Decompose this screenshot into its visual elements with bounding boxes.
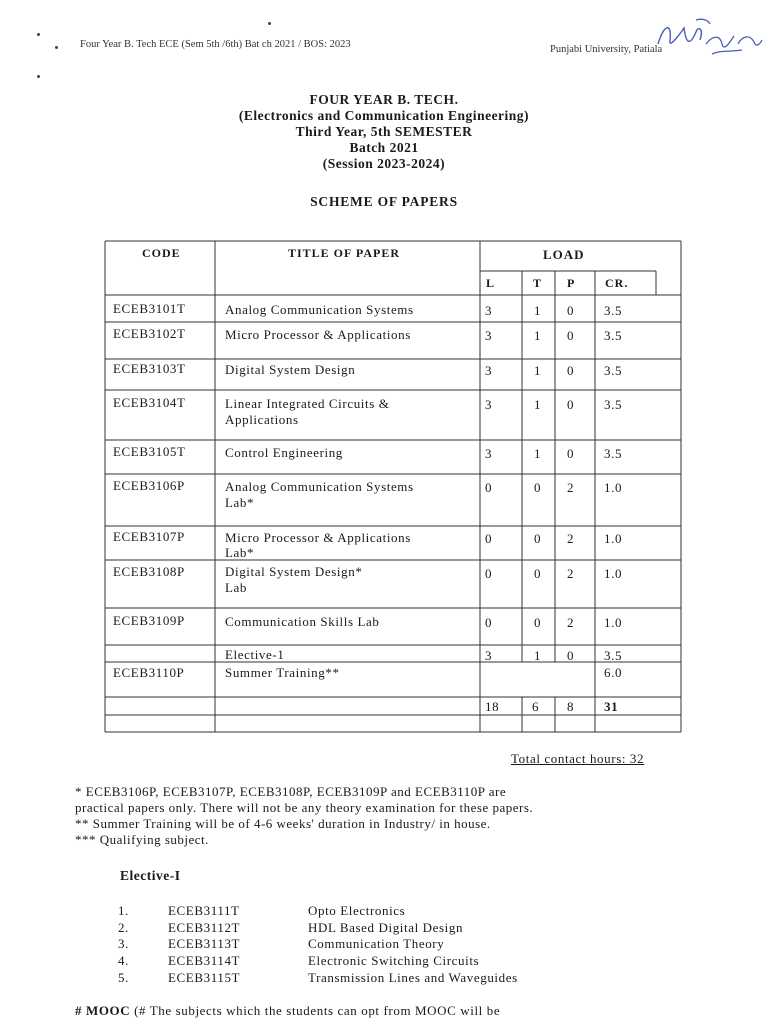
- row-p: 2: [567, 566, 575, 581]
- row-l: 0: [485, 615, 493, 630]
- footnotes: [75, 784, 533, 848]
- row-t: 0: [534, 566, 542, 581]
- row-cr: 3.5: [604, 446, 623, 461]
- row-t: 1: [534, 648, 542, 663]
- row-cr: 3.5: [604, 648, 623, 663]
- col-header-t: T: [533, 276, 543, 290]
- row-l: 3: [485, 648, 493, 663]
- row-code: ECEB3107P: [113, 529, 185, 544]
- item-number: 1.: [118, 903, 129, 918]
- item-number: 2.: [118, 919, 129, 935]
- row-l: 3: [485, 363, 493, 378]
- row-title-cont: Lab*: [225, 545, 255, 560]
- row-title: Micro Processor & Applications: [225, 530, 411, 545]
- item-title: Communication Theory: [308, 936, 445, 952]
- item-code: ECEB3111T: [168, 903, 240, 918]
- row-p: 8: [567, 699, 575, 714]
- row-cr: 3.5: [604, 303, 623, 318]
- document-title-block: [0, 92, 768, 172]
- row-t: 0: [534, 480, 542, 495]
- row-title: Digital System Design*: [225, 564, 363, 579]
- row-t: 1: [534, 328, 542, 343]
- row-cr: 3.5: [604, 363, 623, 378]
- title-line: (Session 2023-2024): [322, 156, 446, 171]
- row-l: 3: [485, 446, 493, 461]
- row-code: ECEB3106P: [113, 478, 185, 493]
- item-code: ECEB3115T: [168, 969, 241, 985]
- row-title: Micro Processor & Applications: [225, 327, 411, 342]
- row-cr: 1.0: [604, 531, 623, 546]
- mooc-note: [75, 1003, 500, 1019]
- col-header-code: CODE: [142, 246, 181, 260]
- title-line: FOUR YEAR B. TECH.: [309, 92, 459, 107]
- row-title: Elective-1: [225, 647, 285, 662]
- row-l: 3: [485, 397, 493, 412]
- row-cr: 6.0: [604, 665, 623, 680]
- scan-speck: [268, 22, 271, 25]
- mooc-label: # MOOC: [75, 1003, 131, 1018]
- row-l: 0: [485, 566, 493, 581]
- footnote-line: *** Qualifying subject.: [75, 832, 209, 847]
- row-l: 0: [485, 531, 493, 546]
- total-contact-hours: Total contact hours: 32: [511, 751, 645, 766]
- row-t: 1: [534, 363, 542, 378]
- row-l: 3: [485, 303, 493, 318]
- col-header-l: L: [486, 276, 496, 290]
- row-p: 0: [567, 648, 575, 663]
- item-title: Opto Electronics: [308, 903, 406, 918]
- running-header-right: Punjabi University, Patiala: [550, 44, 663, 55]
- row-p: 2: [567, 480, 575, 495]
- scan-speck: [55, 46, 58, 49]
- row-title: Summer Training**: [225, 665, 340, 680]
- scan-speck: [37, 75, 40, 78]
- row-code: ECEB3101T: [113, 301, 186, 316]
- row-title: Control Engineering: [225, 445, 343, 460]
- col-header-cr: CR.: [605, 276, 629, 290]
- mooc-text: (# The subjects which the students can opt from MOOC will be: [134, 1003, 501, 1018]
- row-p: 0: [567, 397, 575, 412]
- row-code: ECEB3109P: [113, 613, 185, 628]
- footnote-line: ** Summer Training will be of 4-6 weeks' duration in Industry/ in house.: [75, 816, 491, 831]
- row-title: Linear Integrated Circuits &: [225, 396, 390, 411]
- row-code: ECEB3103T: [113, 361, 186, 376]
- item-title: Electronic Switching Circuits: [308, 953, 480, 969]
- item-title: HDL Based Digital Design: [308, 919, 464, 935]
- item-code: ECEB3113T: [168, 936, 241, 952]
- title-line: Third Year, 5th SEMESTER: [295, 124, 473, 139]
- handwritten-signature: [650, 14, 765, 60]
- row-p: 0: [567, 303, 575, 318]
- col-header-title: TITLE OF PAPER: [288, 246, 401, 260]
- running-header-left: Four Year B. Tech ECE (Sem 5th /6th) Bat ch 2021 / BOS: 2023: [80, 39, 351, 50]
- elective-heading: Elective-I: [120, 868, 181, 883]
- row-cr: 3.5: [604, 397, 623, 412]
- row-title: Communication Skills Lab: [225, 614, 380, 629]
- row-p: 0: [567, 446, 575, 461]
- row-title: Analog Communication Systems: [225, 479, 414, 494]
- row-p: 0: [567, 328, 575, 343]
- row-cr: 1.0: [604, 566, 623, 581]
- footnote-line: practical papers only. There will not be any theory examination for these papers.: [75, 800, 534, 815]
- row-t: 0: [534, 531, 542, 546]
- row-l: 18: [485, 699, 500, 714]
- row-title-cont: Lab: [225, 580, 248, 595]
- row-p: 2: [567, 615, 575, 630]
- row-t: 1: [534, 446, 542, 461]
- row-p: 0: [567, 363, 575, 378]
- row-t: 1: [534, 303, 542, 318]
- row-t: 1: [534, 397, 542, 412]
- row-p: 2: [567, 531, 575, 546]
- row-title: Digital System Design: [225, 362, 356, 377]
- title-line: Batch 2021: [349, 140, 419, 155]
- row-cr: 1.0: [604, 480, 623, 495]
- row-title-cont: Lab*: [225, 495, 255, 510]
- title-line: (Electronics and Communication Engineering): [238, 108, 530, 123]
- item-number: 4.: [118, 953, 129, 969]
- row-t: 0: [534, 615, 542, 630]
- row-code: ECEB3104T: [113, 395, 186, 410]
- col-header-load: LOAD: [543, 247, 585, 262]
- row-code: ECEB3110P: [113, 665, 185, 680]
- item-code: ECEB3112T: [168, 919, 241, 935]
- item-title: Transmission Lines and Waveguides: [308, 969, 518, 985]
- row-t: 6: [532, 699, 540, 714]
- row-cr: 31: [604, 699, 619, 714]
- item-code: ECEB3114T: [168, 953, 241, 969]
- item-number: 3.: [118, 936, 129, 952]
- scan-speck: [37, 33, 40, 36]
- row-title-cont: Applications: [225, 412, 299, 427]
- row-title: Analog Communication Systems: [225, 302, 414, 317]
- row-cr: 1.0: [604, 615, 623, 630]
- footnote-line: * ECEB3106P, ECEB3107P, ECEB3108P, ECEB3109P and ECEB3110P are: [75, 784, 507, 799]
- row-l: 0: [485, 480, 493, 495]
- row-cr: 3.5: [604, 328, 623, 343]
- item-number: 5.: [118, 969, 129, 985]
- col-header-p: P: [567, 276, 576, 290]
- scheme-title: SCHEME OF PAPERS: [310, 194, 458, 209]
- row-code: ECEB3102T: [113, 326, 186, 341]
- row-code: ECEB3108P: [113, 564, 185, 579]
- row-code: ECEB3105T: [113, 444, 186, 459]
- row-l: 3: [485, 328, 493, 343]
